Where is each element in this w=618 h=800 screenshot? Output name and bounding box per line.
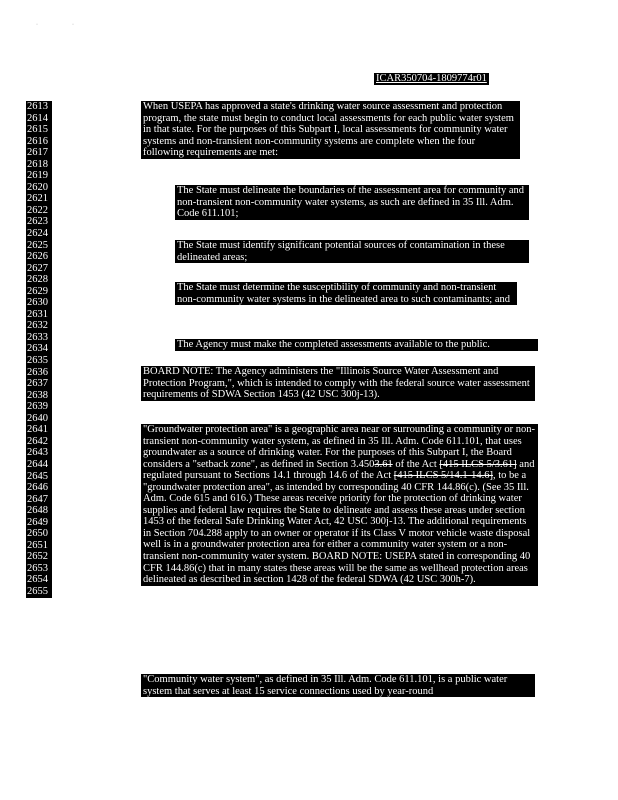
board-note xyxy=(141,366,535,401)
requirement-3-text: The State must determine the susceptibility of community and non-transient non-community water systems in the delineated area to such contaminants; and xyxy=(177,282,510,305)
requirement-3 xyxy=(175,282,517,305)
gw-struck-1: 3.61 xyxy=(374,458,393,470)
gw-text-4: , to be a "groundwater protection area", as intended by corresponding 40 CFR 144.86(c). (See 35 Ill. Adm. Code 615 and 616.) These areas receive priority for the protection of drinking water supplies and federal law requires the State to delineate and assess these areas under section 1453 of the federal Safe Drinking Water Act, 42 USC 300j-13. The additional requirements in Section 704.288 apply to an owner or operator if its Class V motor vehicle waste disposal well is in a groundwater protection area for either a community water system or a non-transient non-community water system. BOARD NOTE: USEPA stated in corresponding 40 CFR 144.86(c) that in many states these areas will be the same as wellhead protection areas delineated as described in section 1428 of the federal SDWA (42 USC 300h-7). xyxy=(143,470,531,586)
line-number: 2616 xyxy=(26,136,52,148)
community-water-system-definition xyxy=(141,674,535,697)
line-number: 2650 xyxy=(26,528,52,540)
gw-text-3: and regulated pursuant to Sections 14.1 through 14.6 of the Act xyxy=(143,458,535,482)
board-note-text: BOARD NOTE: The Agency administers the "Illinois Source Water Assessment and Protection Program,", which is intended to comply with the federal source water assessment requirements of SDWA Section 1453 (42 USC 300j-13). xyxy=(143,366,530,401)
requirement-4 xyxy=(175,339,538,351)
line-number: 2618 xyxy=(26,159,52,171)
line-number: 2625 xyxy=(26,240,52,252)
line-number: 2648 xyxy=(26,505,52,517)
line-number: 2620 xyxy=(26,182,52,194)
line-number: 2623 xyxy=(26,216,52,228)
line-number: 2646 xyxy=(26,482,52,494)
gw-struck-2: [415 ILCS 5/3.61] xyxy=(439,458,517,470)
intro-text: When USEPA has approved a state's drinking water source assessment and protection program, the state must begin to conduct local assessments for each public water system in that state. For the purposes of this Subpart I, local assessments for community water systems and non-transient non-community systems are complete when the four following requirements are met: xyxy=(143,101,514,159)
gw-struck-3: [415 ILCS 5/14.1-14.6] xyxy=(393,470,493,482)
line-number: 2651 xyxy=(26,540,52,552)
line-number: 2640 xyxy=(26,413,52,425)
line-number: 2614 xyxy=(26,113,52,125)
line-number: 2634 xyxy=(26,343,52,355)
gw-text-1: "Groundwater protection area" is a geographic area near or surrounding a community or non-transient non-community water system, as defined in 35 Ill. Adm. Code 611.101, that uses groundwater as a source of drinking water. For the purposes of this Subpart I, the Board considers a "setback zone", as defined in Section 3.450 xyxy=(143,424,535,470)
requirement-1 xyxy=(175,185,529,220)
requirement-2 xyxy=(175,240,529,263)
line-number: 2642 xyxy=(26,436,52,448)
line-number: 2617 xyxy=(26,147,52,159)
line-number: 2628 xyxy=(26,274,52,286)
intro-paragraph xyxy=(141,101,520,159)
line-number: 2624 xyxy=(26,228,52,240)
gw-text-2: of the Act xyxy=(392,458,440,470)
line-number: 2641 xyxy=(26,424,52,436)
line-number: 2639 xyxy=(26,401,52,413)
line-number: 2622 xyxy=(26,205,52,217)
requirement-4-text: The Agency must make the completed assessments available to the public. xyxy=(177,339,490,350)
groundwater-definition-text xyxy=(143,424,536,586)
scan-specks: · · xyxy=(36,22,74,28)
line-number: 2619 xyxy=(26,170,52,182)
line-number: 2613 xyxy=(26,101,52,113)
line-number: 2629 xyxy=(26,286,52,298)
line-number: 2644 xyxy=(26,459,52,471)
page-id: ICAR350704-1809774r01 xyxy=(376,73,487,84)
cws-text: "Community water system", as defined in 35 Ill. Adm. Code 611.101, is a public water system that serves at least 15 service connections used by year-round xyxy=(143,674,508,697)
line-number: 2626 xyxy=(26,251,52,263)
requirement-1-text: The State must delineate the boundaries of the assessment area for community and non-transient non-community water systems, as such are defined in 35 Ill. Adm. Code 611.101; xyxy=(177,185,524,220)
line-number: 2647 xyxy=(26,494,52,506)
line-number: 2654 xyxy=(26,574,52,586)
line-number: 2627 xyxy=(26,263,52,275)
line-numbers xyxy=(26,101,52,598)
line-number: 2637 xyxy=(26,378,52,390)
line-number: 2633 xyxy=(26,332,52,344)
line-number: 2632 xyxy=(26,320,52,332)
line-number: 2638 xyxy=(26,390,52,402)
line-number: 2636 xyxy=(26,367,52,379)
line-number: 2649 xyxy=(26,517,52,529)
line-number: 2653 xyxy=(26,563,52,575)
line-number: 2621 xyxy=(26,193,52,205)
line-number: 2655 xyxy=(26,586,52,598)
line-number: 2635 xyxy=(26,355,52,367)
line-number: 2630 xyxy=(26,297,52,309)
line-number: 2645 xyxy=(26,471,52,483)
line-number: 2631 xyxy=(26,309,52,321)
groundwater-definition xyxy=(141,424,538,586)
requirement-2-text: The State must identify significant potential sources of contamination in these delineated areas; xyxy=(177,240,505,263)
line-number: 2652 xyxy=(26,551,52,563)
line-number: 2643 xyxy=(26,447,52,459)
line-number: 2615 xyxy=(26,124,52,136)
